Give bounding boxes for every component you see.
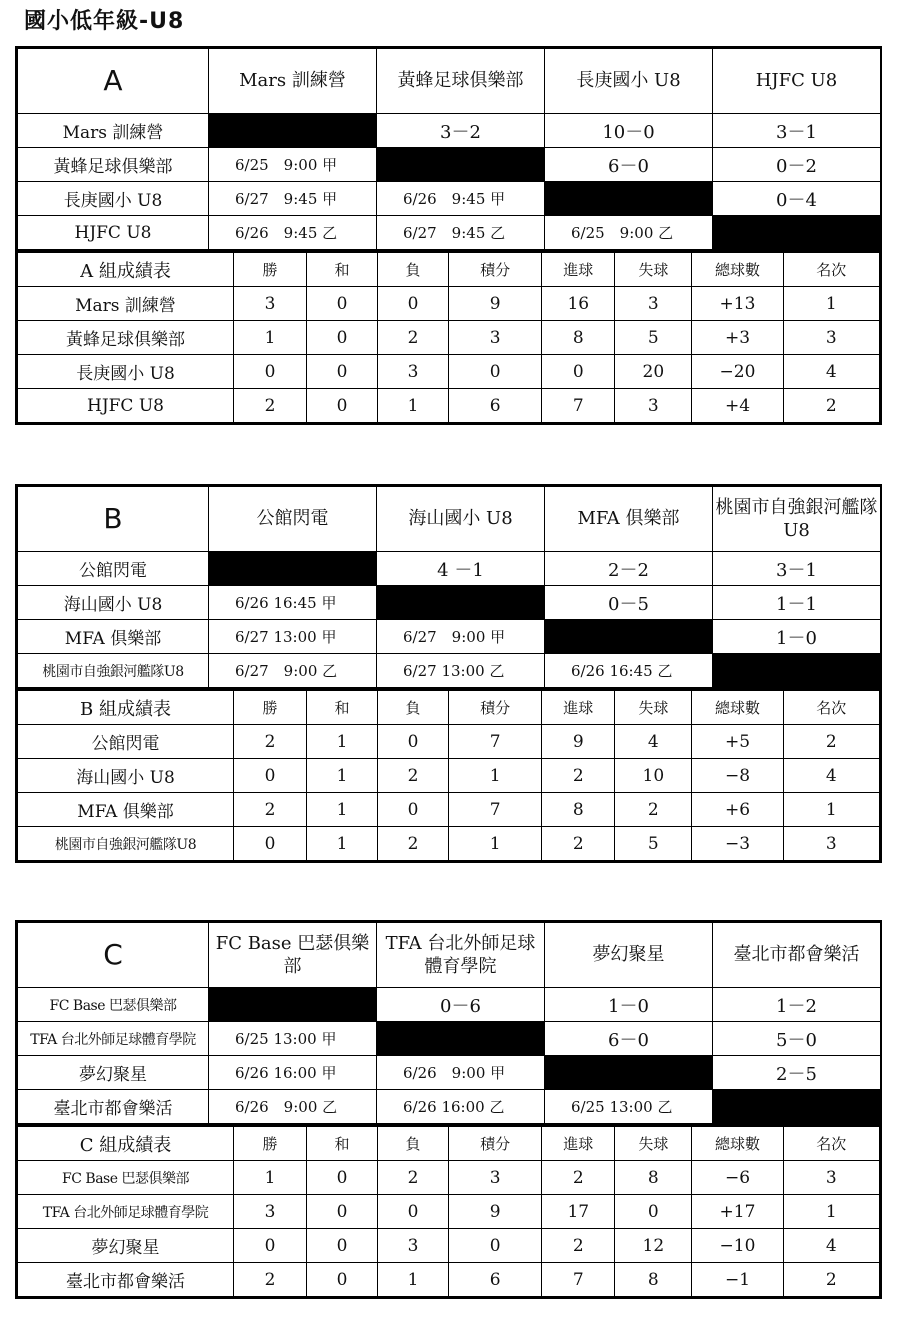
standings-value: 1: [234, 1161, 307, 1195]
match-schedule-cell: 6/26 16:00 甲: [209, 1056, 377, 1090]
standings-row: [18, 1161, 880, 1195]
standings-value: −10: [692, 1229, 783, 1263]
stat-header: 總球數: [692, 690, 783, 725]
standings-value: 9: [448, 287, 541, 321]
diagonal-black-cell: [209, 552, 377, 586]
team-column-header: 黃蜂足球俱樂部: [377, 49, 545, 114]
standings-value: 1: [307, 827, 378, 861]
standings-team-name: 公館閃電: [18, 725, 234, 759]
standings-value: 0: [378, 725, 449, 759]
match-schedule-cell: 6/26 9:00 乙: [209, 1090, 377, 1124]
standings-value: 5: [615, 827, 692, 861]
match-row: [18, 988, 881, 1022]
match-row: [18, 148, 881, 182]
standings-value: 2: [234, 1263, 307, 1297]
stat-header: 名次: [783, 690, 879, 725]
standings-value: 8: [542, 793, 615, 827]
standings-value: 0: [307, 321, 378, 355]
match-schedule-cell: 6/25 13:00 乙: [545, 1090, 713, 1124]
stat-header: 進球: [542, 252, 615, 287]
team-column-header: 公館閃電: [209, 487, 377, 552]
match-schedule-cell: 6/26 9:00 甲: [377, 1056, 545, 1090]
standings-value: 9: [542, 725, 615, 759]
standings-value: 1: [448, 759, 541, 793]
standings-row: [18, 287, 880, 321]
match-row: [18, 114, 881, 148]
standings-value: 3: [783, 1161, 879, 1195]
match-score-cell: 3－1: [713, 114, 881, 148]
team-column-header: 夢幻聚星: [545, 923, 713, 988]
standings-value: 3: [615, 389, 692, 423]
standings-value: 2: [542, 759, 615, 793]
match-score-cell: 1－1: [713, 586, 881, 620]
standings-value: 2: [378, 321, 449, 355]
standings-value: 2: [783, 725, 879, 759]
stat-header: 失球: [615, 690, 692, 725]
diagonal-black-cell: [377, 1022, 545, 1056]
standings-row: [18, 321, 880, 355]
standings-value: 3: [378, 355, 449, 389]
standings-value: −6: [692, 1161, 783, 1195]
stat-header: 積分: [448, 690, 541, 725]
standings-value: 12: [615, 1229, 692, 1263]
match-row: [18, 1056, 881, 1090]
diagonal-black-cell: [377, 586, 545, 620]
group-a-table: [15, 46, 882, 425]
standings-value: 0: [448, 1229, 541, 1263]
team-column-header: Mars 訓練營: [209, 49, 377, 114]
stat-header: 失球: [615, 252, 692, 287]
standings-value: 0: [234, 1229, 307, 1263]
standings-value: 1: [378, 1263, 449, 1297]
diagonal-black-cell: [209, 114, 377, 148]
standings-value: 8: [615, 1263, 692, 1297]
stat-header: 和: [307, 252, 378, 287]
match-score-cell: 1－2: [713, 988, 881, 1022]
team-row-name: Mars 訓練營: [18, 114, 209, 148]
stat-header: 進球: [542, 690, 615, 725]
match-score-cell: 3－1: [713, 552, 881, 586]
diagonal-black-cell: [545, 620, 713, 654]
stat-header: 負: [378, 1126, 449, 1161]
stat-header: 和: [307, 1126, 378, 1161]
match-schedule-cell: 6/27 9:00 乙: [209, 654, 377, 688]
match-schedule-cell: 6/26 16:45 乙: [545, 654, 713, 688]
stat-header: 勝: [234, 1126, 307, 1161]
match-score-cell: 6－0: [545, 148, 713, 182]
standings-value: 0: [307, 287, 378, 321]
standings-row: [18, 759, 880, 793]
match-schedule-cell: 6/26 16:45 甲: [209, 586, 377, 620]
diagonal-black-cell: [209, 988, 377, 1022]
standings-label: B 組成績表: [18, 690, 234, 725]
match-score-cell: 4 －1: [377, 552, 545, 586]
stat-header: 和: [307, 690, 378, 725]
group-b-table: [15, 484, 882, 863]
team-row-name: MFA 俱樂部: [18, 620, 209, 654]
match-schedule-cell: 6/25 9:00 乙: [545, 216, 713, 250]
team-row-name: 長庚國小 U8: [18, 182, 209, 216]
standings-value: −20: [692, 355, 783, 389]
group-letter: A: [18, 49, 209, 114]
team-row-name: FC Base 巴瑟俱樂部: [18, 988, 209, 1022]
match-row: [18, 620, 881, 654]
standings-value: 0: [615, 1195, 692, 1229]
standings-value: 8: [615, 1161, 692, 1195]
match-schedule-cell: 6/27 9:45 甲: [209, 182, 377, 216]
standings-value: 20: [615, 355, 692, 389]
match-row: [18, 1090, 881, 1124]
team-column-header: 臺北市都會樂活: [713, 923, 881, 988]
standings-value: 2: [542, 827, 615, 861]
match-schedule-cell: 6/27 13:00 甲: [209, 620, 377, 654]
standings-value: 0: [378, 1195, 449, 1229]
standings-value: 1: [378, 389, 449, 423]
standings-value: 2: [378, 827, 449, 861]
standings-label: C 組成績表: [18, 1126, 234, 1161]
standings-row: [18, 1229, 880, 1263]
standings-value: 7: [448, 793, 541, 827]
match-score-cell: 0－6: [377, 988, 545, 1022]
standings-value: 0: [307, 355, 378, 389]
match-schedule-cell: 6/27 9:45 乙: [377, 216, 545, 250]
standings-value: 1: [234, 321, 307, 355]
standings-team-name: 夢幻聚星: [18, 1229, 234, 1263]
stat-header: 總球數: [692, 252, 783, 287]
standings-team-name: FC Base 巴瑟俱樂部: [18, 1161, 234, 1195]
standings-value: +3: [692, 321, 783, 355]
standings-value: 2: [783, 1263, 879, 1297]
standings-row: [18, 793, 880, 827]
standings-value: 7: [542, 1263, 615, 1297]
group-c-table: [15, 920, 882, 1299]
team-row-name: TFA 台北外師足球體育學院: [18, 1022, 209, 1056]
standings-value: 3: [234, 1195, 307, 1229]
standings-value: 6: [448, 389, 541, 423]
standings-team-name: Mars 訓練營: [18, 287, 234, 321]
page-title: 國小低年級-U8: [24, 9, 185, 34]
stat-header: 總球數: [692, 1126, 783, 1161]
standings-value: 0: [307, 1263, 378, 1297]
match-row: [18, 182, 881, 216]
standings-value: 0: [307, 1229, 378, 1263]
match-score-cell: 10－0: [545, 114, 713, 148]
group-letter: C: [18, 923, 209, 988]
stat-header: 進球: [542, 1126, 615, 1161]
match-schedule-cell: 6/26 9:45 甲: [377, 182, 545, 216]
team-row-name: 桃園市自強銀河艦隊U8: [18, 654, 209, 688]
diagonal-black-cell: [713, 216, 881, 250]
standings-team-name: 桃園市自強銀河艦隊U8: [18, 827, 234, 861]
match-row: [18, 552, 881, 586]
match-score-cell: 0－5: [545, 586, 713, 620]
standings-value: +13: [692, 287, 783, 321]
match-score-cell: 1－0: [545, 988, 713, 1022]
standings-value: −1: [692, 1263, 783, 1297]
team-column-header: 海山國小 U8: [377, 487, 545, 552]
match-score-cell: 6－0: [545, 1022, 713, 1056]
team-column-header: MFA 俱樂部: [545, 487, 713, 552]
standings-team-name: 臺北市都會樂活: [18, 1263, 234, 1297]
standings-value: 16: [542, 287, 615, 321]
match-score-cell: 2－5: [713, 1056, 881, 1090]
standings-value: 2: [378, 1161, 449, 1195]
standings-value: 4: [783, 759, 879, 793]
stat-header: 失球: [615, 1126, 692, 1161]
stat-header: 負: [378, 690, 449, 725]
standings-value: 5: [615, 321, 692, 355]
standings-value: 7: [448, 725, 541, 759]
standings-team-name: HJFC U8: [18, 389, 234, 423]
standings-value: +5: [692, 725, 783, 759]
stat-header: 勝: [234, 690, 307, 725]
standings-value: 0: [448, 355, 541, 389]
match-row: [18, 654, 881, 688]
stat-header: 積分: [448, 252, 541, 287]
match-score-cell: 0－2: [713, 148, 881, 182]
standings-value: −3: [692, 827, 783, 861]
match-schedule-cell: 6/27 9:00 甲: [377, 620, 545, 654]
team-column-header: FC Base 巴瑟俱樂部: [209, 923, 377, 988]
standings-value: 17: [542, 1195, 615, 1229]
standings-value: 0: [307, 389, 378, 423]
standings-value: 3: [378, 1229, 449, 1263]
standings-value: 3: [783, 827, 879, 861]
match-score-cell: 3－2: [377, 114, 545, 148]
standings-row: [18, 827, 880, 861]
standings-value: 1: [448, 827, 541, 861]
standings-value: 1: [307, 759, 378, 793]
match-row: [18, 1022, 881, 1056]
stat-header: 積分: [448, 1126, 541, 1161]
team-row-name: HJFC U8: [18, 216, 209, 250]
team-column-header: HJFC U8: [713, 49, 881, 114]
diagonal-black-cell: [713, 1090, 881, 1124]
standings-value: 7: [542, 389, 615, 423]
standings-value: +6: [692, 793, 783, 827]
standings-team-name: 黃蜂足球俱樂部: [18, 321, 234, 355]
standings-value: 9: [448, 1195, 541, 1229]
match-schedule-cell: 6/27 13:00 乙: [377, 654, 545, 688]
team-row-name: 臺北市都會樂活: [18, 1090, 209, 1124]
match-schedule-cell: 6/25 13:00 甲: [209, 1022, 377, 1056]
standings-value: 2: [542, 1229, 615, 1263]
team-row-name: 公館閃電: [18, 552, 209, 586]
standings-value: 1: [783, 793, 879, 827]
standings-value: 8: [542, 321, 615, 355]
standings-value: 0: [378, 287, 449, 321]
match-schedule-cell: 6/25 9:00 甲: [209, 148, 377, 182]
standings-value: 0: [234, 355, 307, 389]
team-row-name: 黃蜂足球俱樂部: [18, 148, 209, 182]
standings-value: 3: [448, 321, 541, 355]
standings-team-name: MFA 俱樂部: [18, 793, 234, 827]
standings-value: 1: [307, 725, 378, 759]
standings-value: +4: [692, 389, 783, 423]
standings-value: 3: [615, 287, 692, 321]
match-row: [18, 586, 881, 620]
team-column-header: TFA 台北外師足球體育學院: [377, 923, 545, 988]
standings-value: 1: [783, 1195, 879, 1229]
standings-row: [18, 1195, 880, 1229]
stat-header: 負: [378, 252, 449, 287]
standings-value: 4: [615, 725, 692, 759]
standings-value: 2: [783, 389, 879, 423]
standings-value: 4: [783, 355, 879, 389]
team-column-header: 長庚國小 U8: [545, 49, 713, 114]
standings-team-name: TFA 台北外師足球體育學院: [18, 1195, 234, 1229]
match-score-cell: 0－4: [713, 182, 881, 216]
standings-value: 1: [307, 793, 378, 827]
diagonal-black-cell: [713, 654, 881, 688]
standings-value: 2: [234, 725, 307, 759]
team-row-name: 夢幻聚星: [18, 1056, 209, 1090]
standings-value: 2: [234, 389, 307, 423]
match-score-cell: 1－0: [713, 620, 881, 654]
match-schedule-cell: 6/26 16:00 乙: [377, 1090, 545, 1124]
standings-value: 0: [307, 1195, 378, 1229]
diagonal-black-cell: [545, 1056, 713, 1090]
standings-value: 2: [615, 793, 692, 827]
standings-value: 2: [542, 1161, 615, 1195]
standings-value: 2: [378, 759, 449, 793]
standings-value: 3: [448, 1161, 541, 1195]
standings-row: [18, 355, 880, 389]
standings-value: −8: [692, 759, 783, 793]
standings-row: [18, 1263, 880, 1297]
standings-value: 2: [234, 793, 307, 827]
group-letter: B: [18, 487, 209, 552]
stat-header: 名次: [783, 1126, 879, 1161]
standings-row: [18, 725, 880, 759]
standings-value: 0: [542, 355, 615, 389]
standings-label: A 組成績表: [18, 252, 234, 287]
standings-row: [18, 389, 880, 423]
standings-value: 0: [378, 793, 449, 827]
standings-value: 0: [234, 759, 307, 793]
standings-team-name: 長庚國小 U8: [18, 355, 234, 389]
team-column-header: 桃園市自強銀河艦隊 U8: [713, 487, 881, 552]
match-score-cell: 2－2: [545, 552, 713, 586]
diagonal-black-cell: [545, 182, 713, 216]
match-score-cell: 5－0: [713, 1022, 881, 1056]
match-row: [18, 216, 881, 250]
standings-value: 10: [615, 759, 692, 793]
diagonal-black-cell: [377, 148, 545, 182]
standings-value: 0: [307, 1161, 378, 1195]
standings-value: 3: [234, 287, 307, 321]
team-row-name: 海山國小 U8: [18, 586, 209, 620]
standings-value: 1: [783, 287, 879, 321]
standings-value: 0: [234, 827, 307, 861]
standings-value: 4: [783, 1229, 879, 1263]
standings-team-name: 海山國小 U8: [18, 759, 234, 793]
standings-value: 3: [783, 321, 879, 355]
standings-value: 6: [448, 1263, 541, 1297]
match-schedule-cell: 6/26 9:45 乙: [209, 216, 377, 250]
stat-header: 名次: [783, 252, 879, 287]
standings-value: +17: [692, 1195, 783, 1229]
stat-header: 勝: [234, 252, 307, 287]
